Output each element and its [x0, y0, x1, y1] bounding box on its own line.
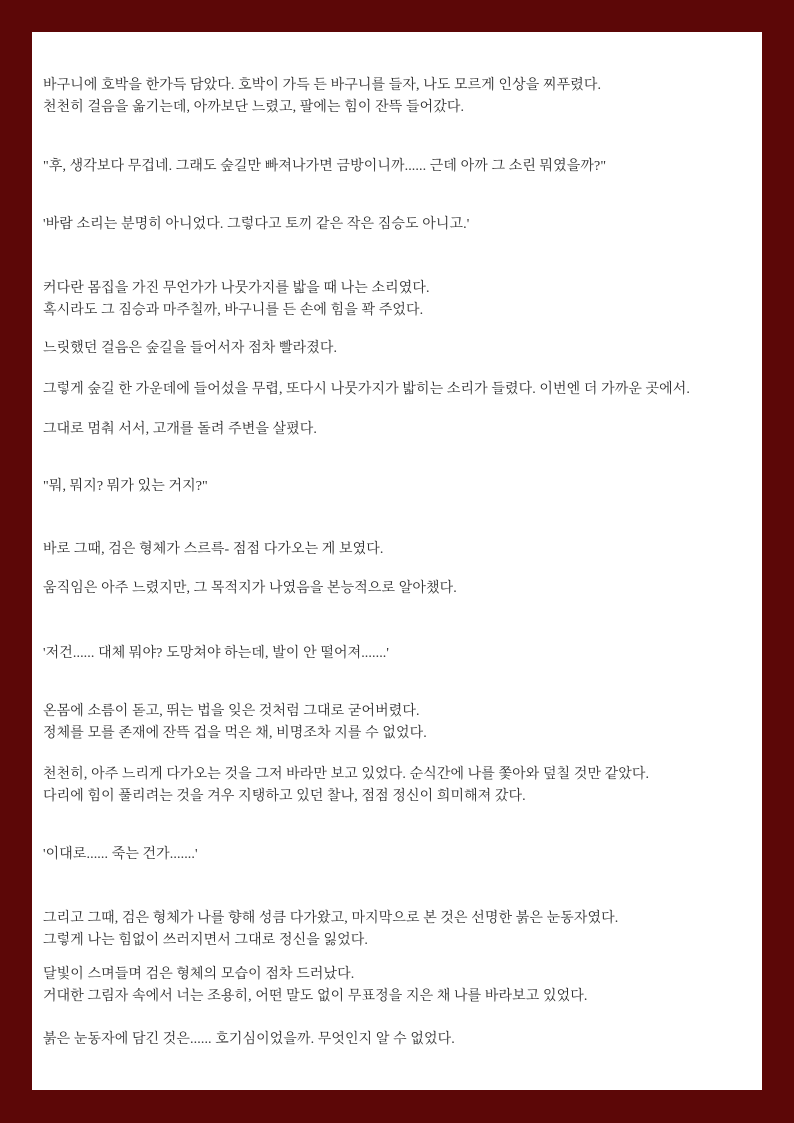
- paragraph: [43, 419, 748, 441]
- text-line: 다리에 힘이 풀리려는 것을 겨우 지탱하고 있던 찰나, 점점 정신이 희미해져 갔다.: [43, 789, 526, 804]
- paragraph: [43, 578, 748, 600]
- text-line: "뭐, 뭐지? 뭐가 있는 거지?": [43, 479, 208, 494]
- paragraph: [43, 701, 748, 745]
- paragraph: [43, 476, 748, 498]
- paragraph: [43, 1029, 748, 1051]
- text-line: 느릿했던 걸음은 숲길을 들어서자 점차 빨라졌다.: [43, 341, 338, 356]
- text-line: 그리고 그때, 검은 형체가 나를 향해 성큼 다가왔고, 마지막으로 본 것은 선명한 붉은 눈동자였다.: [43, 911, 619, 926]
- text-line: 붉은 눈동자에 담긴 것은...... 호기심이었을까. 무엇인지 알 수 없었다.: [43, 1032, 455, 1047]
- paragraph: [43, 75, 748, 119]
- text-line: 바구니에 호박을 한가득 담았다. 호박이 가득 든 바구니를 들자, 나도 모르게 인상을 찌푸렸다.: [43, 78, 602, 93]
- text-line: 바로 그때, 검은 형체가 스르륵- 점점 다가오는 게 보였다.: [43, 542, 384, 557]
- paragraph: [43, 156, 748, 178]
- text-line: '저건...... 대체 뭐야? 도망쳐야 하는데, 발이 안 떨어져.......': [43, 646, 390, 661]
- paragraph: [43, 338, 748, 360]
- text-line: 정체를 모를 존재에 잔뜩 겁을 먹은 채, 비명조차 지를 수 없었다.: [43, 726, 427, 741]
- text-line: "후, 생각보다 무겁네. 그래도 숲길만 빠져나가면 금방이니까...... 근데 아까 그 소린 뭐였을까?": [43, 159, 607, 174]
- text-line: '이대로...... 죽는 건가.......': [43, 847, 198, 862]
- text-line: 천천히, 아주 느리게 다가오는 것을 그저 바라만 보고 있었다. 순식간에 나를 쫓아와 덮칠 것만 같았다.: [43, 767, 650, 782]
- paragraph: [43, 379, 748, 401]
- document-page: [32, 32, 762, 1090]
- text-line: 움직임은 아주 느렸지만, 그 목적지가 나였음을 본능적으로 알아챘다.: [43, 581, 457, 596]
- paragraph: [43, 278, 748, 322]
- text-line: 혹시라도 그 짐승과 마주칠까, 바구니를 든 손에 힘을 꽉 주었다.: [43, 303, 424, 318]
- text-line: 거대한 그림자 속에서 너는 조용히, 어떤 말도 없이 무표정을 지은 채 나를 바라보고 있었다.: [43, 989, 588, 1004]
- paragraph: [43, 539, 748, 561]
- text-line: 커다란 몸집을 가진 무언가가 나뭇가지를 밟을 때 나는 소리였다.: [43, 281, 430, 296]
- text-line: 달빛이 스며들며 검은 형체의 모습이 점차 드러났다.: [43, 967, 355, 982]
- paragraph: [43, 214, 748, 236]
- paragraph: [43, 908, 748, 952]
- text-line: 그대로 멈춰 서서, 고개를 돌려 주변을 살폈다.: [43, 422, 318, 437]
- text-line: 온몸에 소름이 돋고, 뛰는 법을 잊은 것처럼 그대로 굳어버렸다.: [43, 704, 420, 719]
- text-line: 그렇게 숲길 한 가운데에 들어섰을 무렵, 또다시 나뭇가지가 밟히는 소리가 들렸다. 이번엔 더 가까운 곳에서.: [43, 382, 691, 397]
- paragraph: [43, 964, 748, 1008]
- paragraph: [43, 764, 748, 808]
- text-line: 천천히 걸음을 옮기는데, 아까보단 느렸고, 팔에는 힘이 잔뜩 들어갔다.: [43, 100, 465, 115]
- paragraph: [43, 643, 748, 665]
- text-line: '바람 소리는 분명히 아니었다. 그렇다고 토끼 같은 작은 짐승도 아니고.': [43, 217, 470, 232]
- text-line: 그렇게 나는 힘없이 쓰러지면서 그대로 정신을 잃었다.: [43, 933, 368, 948]
- paragraph: [43, 844, 748, 866]
